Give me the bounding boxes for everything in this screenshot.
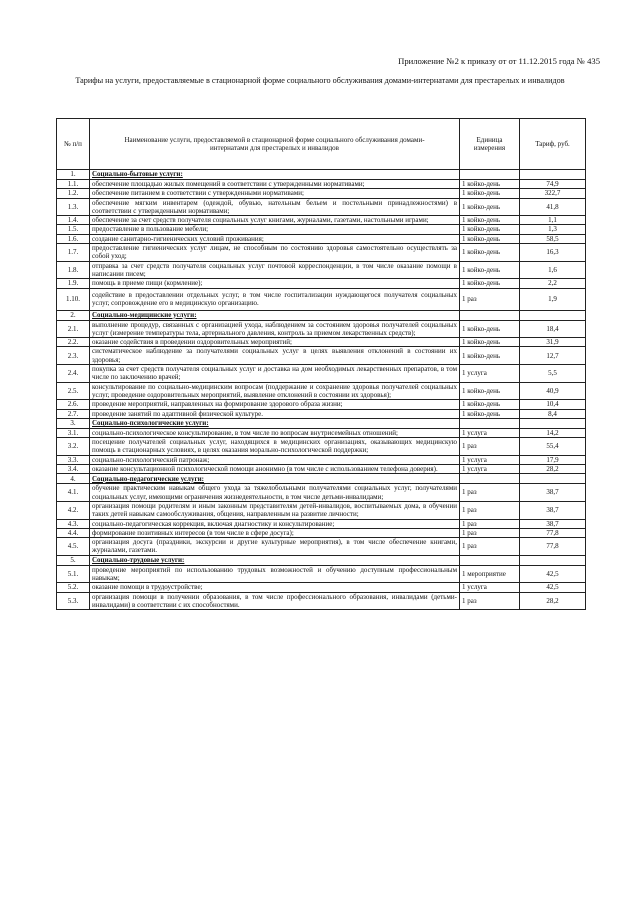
cell-service-name: посещение получателей социальных услуг, находящихся в медицинских организациях, оказывающих медицинскую помощь в стационарных условиях, в целях оказания морально-психологической поддержки; xyxy=(90,438,460,456)
cell-unit: 1 раз xyxy=(460,501,520,519)
cell-number: 1.10. xyxy=(57,288,90,310)
cell-service-name: консультирование по социально-медицинским вопросам (поддержание и сохранение здоровья получателей социальных услуг, проведение оздоровительных мероприятий, выявление отклонений в состоянии их здоровья); xyxy=(90,382,460,400)
cell-tariff xyxy=(520,170,586,180)
section-title: Социально-трудовые услуги: xyxy=(90,555,460,565)
cell-number: 5.3. xyxy=(57,592,90,610)
cell-service-name: организация досуга (праздники, экскурсии и другие культурные мероприятия), в том числе обеспечение книгами, журналами, газетами. xyxy=(90,538,460,556)
cell-service-name: организация помощи родителям и иным законным представителям детей-инвалидов, воспитываемых дома, в обучении таких детей навыкам самообслуживания, общения, направленным на развитие личности; xyxy=(90,501,460,519)
cell-service-name: обеспечение за счет средств получателя социальных услуг книгами, журналами, газетами, настольными играми; xyxy=(90,216,460,225)
cell-number: 1.8. xyxy=(57,261,90,279)
cell-service-name: оказание содействия в проведении оздоровительных мероприятий; xyxy=(90,338,460,347)
cell-number: 2.7. xyxy=(57,409,90,418)
cell-unit: 1 койко-день xyxy=(460,189,520,198)
cell-service-name: выполнение процедур, связанных с организацией ухода, наблюдением за состоянием здоровья получателей социальных услуг (измерение температуры тела, артериального давления, контроль за приемом лекарственных средств); xyxy=(90,320,460,338)
cell-number: 2.3. xyxy=(57,347,90,365)
cell-tariff: 58,5 xyxy=(520,234,586,243)
cell-unit: 1 койко-день xyxy=(460,400,520,409)
cell-number: 1.2. xyxy=(57,189,90,198)
cell-service-name: оказание помощи в трудоустройстве; xyxy=(90,583,460,592)
cell-tariff: 5,5 xyxy=(520,365,586,383)
cell-service-name: оказание консультационной психологической помощи анонимно (в том числе с использованием телефона доверия). xyxy=(90,465,460,474)
cell-unit xyxy=(460,310,520,320)
cell-unit: 1 услуга xyxy=(460,583,520,592)
cell-service-name: систематическое наблюдение за получателями социальных услуг в целях выявления отклонений в состоянии их здоровья; xyxy=(90,347,460,365)
cell-tariff: 10,4 xyxy=(520,400,586,409)
cell-number: 1.5. xyxy=(57,225,90,234)
cell-number: 4.5. xyxy=(57,538,90,556)
cell-tariff xyxy=(520,418,586,428)
cell-unit: 1 койко-день xyxy=(460,338,520,347)
cell-tariff: 28,2 xyxy=(520,465,586,474)
cell-number: 4.2. xyxy=(57,501,90,519)
cell-unit xyxy=(460,170,520,180)
cell-unit: 1 раз xyxy=(460,438,520,456)
cell-tariff: 41,8 xyxy=(520,198,586,216)
cell-service-name: предоставление в пользование мебели; xyxy=(90,225,460,234)
section-title: Социально-педагогические услуги: xyxy=(90,474,460,484)
cell-unit xyxy=(460,418,520,428)
section-row xyxy=(57,474,586,484)
cell-service-name: социально-психологическое консультирование, в том числе по вопросам внутрисемейных отношений; xyxy=(90,428,460,437)
cell-tariff: 322,7 xyxy=(520,189,586,198)
cell-service-name: социально-педагогическая коррекция, включая диагностику и консультирование; xyxy=(90,519,460,528)
cell-tariff: 77,8 xyxy=(520,538,586,556)
cell-service-name: обеспечение площадью жилых помещений в соответствии с утвержденными нормативами; xyxy=(90,180,460,189)
cell-unit: 1 услуга xyxy=(460,365,520,383)
cell-unit: 1 мероприятие xyxy=(460,565,520,583)
cell-number: 3. xyxy=(57,418,90,428)
cell-tariff: 40,9 xyxy=(520,382,586,400)
cell-unit xyxy=(460,474,520,484)
document-title: Тарифы на услуги, предоставляемые в стационарной форме социального обслуживания домами-интернатами для престарелых и инвалидов xyxy=(75,76,565,85)
cell-tariff: 1,6 xyxy=(520,261,586,279)
cell-number: 4.1. xyxy=(57,484,90,502)
cell-number: 3.3. xyxy=(57,455,90,464)
section-row xyxy=(57,170,586,180)
cell-unit: 1 койко-день xyxy=(460,261,520,279)
cell-service-name: помощь в приеме пищи (кормление); xyxy=(90,279,460,288)
cell-unit: 1 раз xyxy=(460,288,520,310)
cell-number: 3.2. xyxy=(57,438,90,456)
cell-unit: 1 раз xyxy=(460,592,520,610)
cell-unit: 1 койко-день xyxy=(460,279,520,288)
table-row xyxy=(57,592,586,610)
cell-service-name: предоставление гигиенических услуг лицам, не способным по состоянию здоровья самостоятельно осуществлять за собой уход; xyxy=(90,244,460,262)
table-row xyxy=(57,338,586,347)
cell-tariff: 12,7 xyxy=(520,347,586,365)
cell-number: 1.1. xyxy=(57,180,90,189)
table-row xyxy=(57,244,586,262)
cell-tariff: 1,9 xyxy=(520,288,586,310)
cell-number: 2.5. xyxy=(57,382,90,400)
table-row xyxy=(57,465,586,474)
cell-number: 1.9. xyxy=(57,279,90,288)
cell-unit: 1 раз xyxy=(460,484,520,502)
cell-unit: 1 койко-день xyxy=(460,225,520,234)
table-row xyxy=(57,288,586,310)
cell-unit: 1 услуга xyxy=(460,428,520,437)
cell-tariff: 77,8 xyxy=(520,528,586,537)
table-row xyxy=(57,538,586,556)
table-row xyxy=(57,438,586,456)
cell-unit: 1 койко-день xyxy=(460,382,520,400)
cell-tariff: 42,5 xyxy=(520,583,586,592)
cell-unit: 1 койко-день xyxy=(460,409,520,418)
table-row xyxy=(57,583,586,592)
cell-number: 1.4. xyxy=(57,216,90,225)
cell-number: 1.7. xyxy=(57,244,90,262)
cell-tariff: 18,4 xyxy=(520,320,586,338)
cell-tariff: 8,4 xyxy=(520,409,586,418)
cell-service-name: обучение практическим навыкам общего ухода за тяжелобольными получателями социальных услуг, получателями социальных услуг, имеющими ограничения жизнедеятельности, в том числе детьми-инвалидами; xyxy=(90,484,460,502)
table-row xyxy=(57,189,586,198)
section-row xyxy=(57,418,586,428)
cell-tariff: 14,2 xyxy=(520,428,586,437)
table-row xyxy=(57,347,586,365)
table-header-row xyxy=(57,119,586,170)
cell-number: 4.4. xyxy=(57,528,90,537)
table-row xyxy=(57,501,586,519)
table-row xyxy=(57,382,586,400)
cell-number: 1.6. xyxy=(57,234,90,243)
cell-unit: 1 койко-день xyxy=(460,320,520,338)
cell-number: 2.4. xyxy=(57,365,90,383)
table-row xyxy=(57,225,586,234)
cell-tariff: 38,7 xyxy=(520,501,586,519)
section-row xyxy=(57,555,586,565)
column-header-service-name: Наименование услуги, предоставляемой в стационарной форме социального обслуживания домами-интернатами для престарелых и инвалидов xyxy=(90,119,460,170)
cell-tariff: 1,3 xyxy=(520,225,586,234)
table-row xyxy=(57,565,586,583)
cell-tariff: 42,5 xyxy=(520,565,586,583)
cell-unit: 1 койко-день xyxy=(460,234,520,243)
tariff-table xyxy=(56,118,586,610)
cell-tariff: 2,2 xyxy=(520,279,586,288)
cell-tariff: 1,1 xyxy=(520,216,586,225)
table-row xyxy=(57,428,586,437)
cell-unit: 1 раз xyxy=(460,538,520,556)
column-header-unit: Единица измерения xyxy=(460,119,520,170)
cell-service-name: социально-психологический патронаж; xyxy=(90,455,460,464)
cell-tariff xyxy=(520,310,586,320)
section-title: Социально-бытовые услуги: xyxy=(90,170,460,180)
cell-number: 2. xyxy=(57,310,90,320)
cell-service-name: проведение мероприятий, направленных на формирование здорового образа жизни; xyxy=(90,400,460,409)
cell-tariff xyxy=(520,474,586,484)
cell-service-name: содействие в предоставлении отдельных услуг, в том числе госпитализации нуждающегося получателя социальных услуг, сопровождение его в медицинскую организацию. xyxy=(90,288,460,310)
table-row xyxy=(57,519,586,528)
cell-unit: 1 услуга xyxy=(460,455,520,464)
table-row xyxy=(57,365,586,383)
appendix-reference: Приложение №2 к приказу от от 11.12.2015 года № 435 xyxy=(398,56,600,66)
cell-tariff: 38,7 xyxy=(520,519,586,528)
table-row xyxy=(57,455,586,464)
table-row xyxy=(57,409,586,418)
cell-number: 3.1. xyxy=(57,428,90,437)
cell-service-name: организация помощи в получении образования, в том числе профессионального образования, инвалидами (детьми-инвалидами) в соответствии с их способностями. xyxy=(90,592,460,610)
cell-number: 3.4. xyxy=(57,465,90,474)
section-row xyxy=(57,310,586,320)
cell-tariff: 38,7 xyxy=(520,484,586,502)
cell-tariff: 55,4 xyxy=(520,438,586,456)
cell-unit: 1 услуга xyxy=(460,465,520,474)
section-title: Социально-психологические услуги: xyxy=(90,418,460,428)
column-header-tariff: Тариф, руб. xyxy=(520,119,586,170)
cell-service-name: отправка за счет средств получателя социальных услуг почтовой корреспонденции, в том числе оказание помощи в написании писем; xyxy=(90,261,460,279)
table-row xyxy=(57,216,586,225)
cell-service-name: формирование позитивных интересов (в том числе в сфере досуга); xyxy=(90,528,460,537)
table-row xyxy=(57,261,586,279)
table-row xyxy=(57,279,586,288)
cell-number: 5.2. xyxy=(57,583,90,592)
cell-unit: 1 раз xyxy=(460,519,520,528)
cell-unit: 1 койко-день xyxy=(460,347,520,365)
table-row xyxy=(57,400,586,409)
cell-number: 2.6. xyxy=(57,400,90,409)
cell-unit: 1 койко-день xyxy=(460,216,520,225)
table-row xyxy=(57,234,586,243)
cell-number: 5.1. xyxy=(57,565,90,583)
cell-number: 1.3. xyxy=(57,198,90,216)
cell-service-name: проведение мероприятий по использованию трудовых возможностей и обучению доступным профессиональным навыкам; xyxy=(90,565,460,583)
cell-number: 4. xyxy=(57,474,90,484)
cell-unit: 1 койко-день xyxy=(460,244,520,262)
cell-number: 5. xyxy=(57,555,90,565)
cell-unit: 1 койко-день xyxy=(460,180,520,189)
section-title: Социально-медицинские услуги: xyxy=(90,310,460,320)
table-row xyxy=(57,484,586,502)
cell-tariff xyxy=(520,555,586,565)
cell-tariff: 31,9 xyxy=(520,338,586,347)
cell-service-name: обеспечение питанием в соответствии с утвержденными нормативами; xyxy=(90,189,460,198)
table-row xyxy=(57,180,586,189)
cell-unit: 1 койко-день xyxy=(460,198,520,216)
cell-service-name: покупка за счет средств получателя социальных услуг и доставка на дом необходимых лекарственных препаратов, в том числе по заключению врачей; xyxy=(90,365,460,383)
cell-unit: 1 раз xyxy=(460,528,520,537)
cell-service-name: обеспечение мягким инвентарем (одеждой, обувью, нательным бельем и постельными принадлежностями) в соответствии с утвержденными нормативами; xyxy=(90,198,460,216)
column-header-number: № п/п xyxy=(57,119,90,170)
cell-number: 1. xyxy=(57,170,90,180)
tariff-table-body xyxy=(57,170,586,610)
cell-tariff: 16,3 xyxy=(520,244,586,262)
table-row xyxy=(57,198,586,216)
cell-number: 2.1. xyxy=(57,320,90,338)
cell-tariff: 74,9 xyxy=(520,180,586,189)
table-row xyxy=(57,320,586,338)
cell-service-name: создание санитарно-гигиенических условий проживания; xyxy=(90,234,460,243)
cell-number: 2.2. xyxy=(57,338,90,347)
cell-tariff: 17,9 xyxy=(520,455,586,464)
cell-service-name: проведение занятий по адаптивной физической культуре. xyxy=(90,409,460,418)
cell-unit xyxy=(460,555,520,565)
table-row xyxy=(57,528,586,537)
cell-tariff: 28,2 xyxy=(520,592,586,610)
cell-number: 4.3. xyxy=(57,519,90,528)
